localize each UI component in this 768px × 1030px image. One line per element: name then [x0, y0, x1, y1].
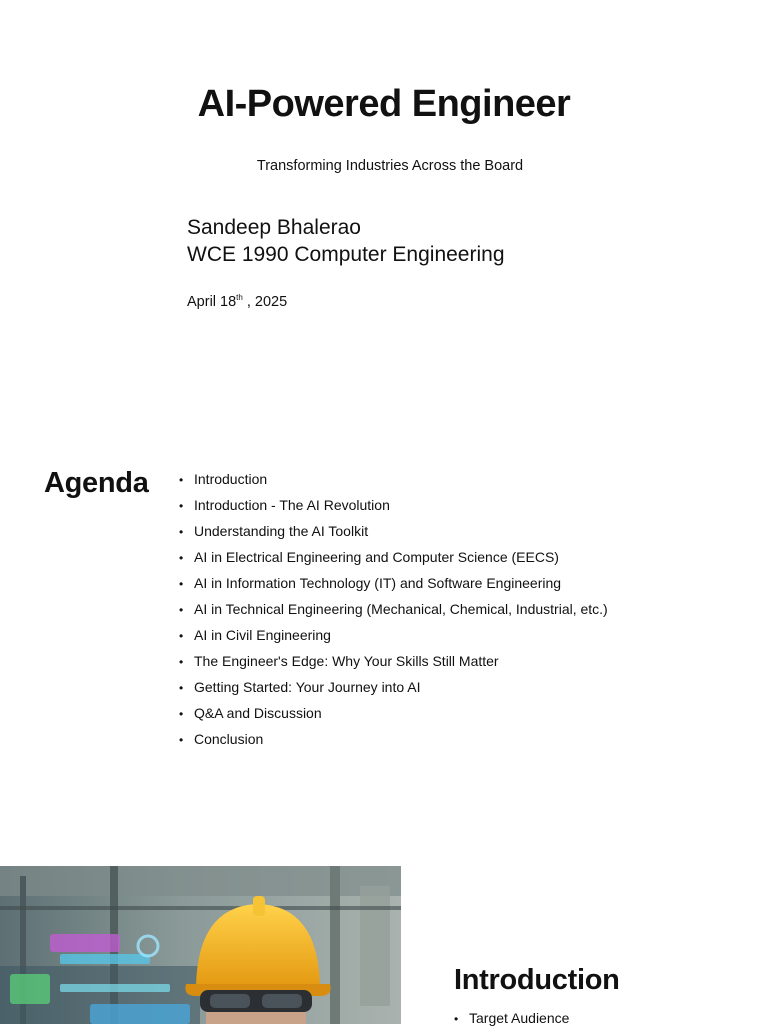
- agenda-item: [179, 492, 608, 518]
- agenda-item-label: AI in Technical Engineering (Mechanical, Chemical, Industrial, etc.): [194, 601, 608, 617]
- agenda-item-label: AI in Information Technology (IT) and Software Engineering: [194, 575, 562, 591]
- bullet-icon: •: [179, 733, 184, 747]
- agenda-item-label: Getting Started: Your Journey into AI: [194, 679, 421, 695]
- bullet-icon: •: [179, 707, 184, 721]
- date-year: , 2025: [242, 294, 288, 310]
- bullet-icon: •: [179, 655, 184, 669]
- introduction-heading: Introduction: [454, 964, 620, 996]
- slide-title: AI-Powered Engineer: [197, 83, 571, 125]
- agenda-item: [179, 544, 608, 570]
- author-block: [187, 214, 505, 268]
- bullet-icon: •: [179, 499, 184, 513]
- agenda-item-label: Conclusion: [194, 731, 264, 747]
- presentation-date: [187, 289, 287, 311]
- agenda-item: [179, 700, 608, 726]
- engineer-illustration: [0, 866, 401, 1024]
- engineer-photo: [0, 866, 401, 1024]
- agenda-item-label: Introduction - The AI Revolution: [194, 497, 390, 513]
- bullet-icon: •: [179, 603, 184, 617]
- agenda-item: [179, 674, 608, 700]
- agenda-item: [179, 726, 608, 752]
- agenda-heading: Agenda: [44, 467, 149, 499]
- bullet-icon: •: [179, 473, 184, 487]
- introduction-list: [454, 1007, 569, 1030]
- author-affiliation: WCE 1990 Computer Engineering: [187, 243, 505, 266]
- bullet-icon: •: [454, 1012, 459, 1026]
- agenda-item: [179, 622, 608, 648]
- slide-subtitle: Transforming Industries Across the Board: [256, 158, 524, 174]
- agenda-item-label: Introduction: [194, 471, 268, 487]
- introduction-item-label: Target Audience: [469, 1010, 570, 1026]
- agenda-item-label: Q&A and Discussion: [194, 705, 322, 721]
- agenda-item-label: The Engineer's Edge: Why Your Skills Still Matter: [194, 653, 499, 669]
- bullet-icon: •: [179, 577, 184, 591]
- agenda-list: [179, 466, 608, 752]
- agenda-item: [179, 466, 608, 492]
- bullet-icon: •: [179, 551, 184, 565]
- agenda-item: [179, 518, 608, 544]
- agenda-item-label: AI in Electrical Engineering and Computer Science (EECS): [194, 549, 559, 565]
- introduction-item: [454, 1007, 569, 1030]
- bullet-icon: •: [179, 681, 184, 695]
- agenda-item: [179, 596, 608, 622]
- date-suffix: th: [236, 293, 243, 302]
- agenda-item: [179, 648, 608, 674]
- bullet-icon: •: [179, 629, 184, 643]
- agenda-item: [179, 570, 608, 596]
- author-name: Sandeep Bhalerao: [187, 216, 361, 239]
- bullet-icon: •: [179, 525, 184, 539]
- agenda-item-label: AI in Civil Engineering: [194, 627, 331, 643]
- date-prefix: April 18: [187, 294, 237, 310]
- agenda-item-label: Understanding the AI Toolkit: [194, 523, 369, 539]
